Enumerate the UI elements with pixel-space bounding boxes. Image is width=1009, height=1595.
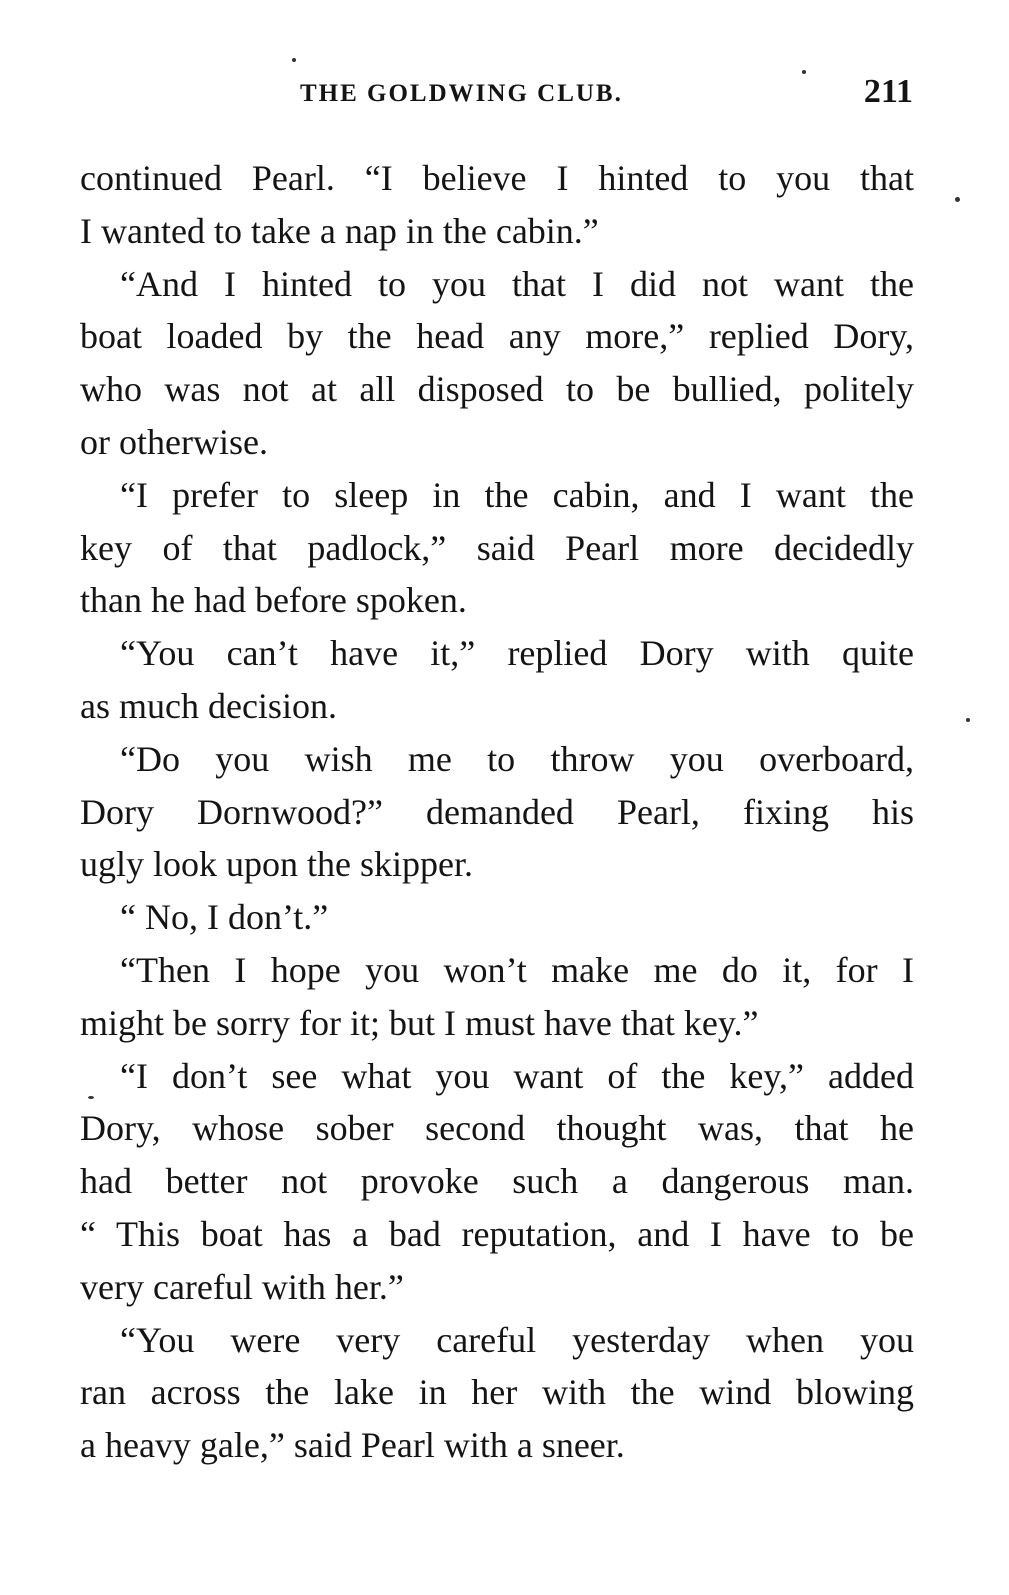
print-speck [292,58,296,62]
text-line: than he had before spoken. [80,580,467,621]
text-line: who was not at all disposed to be bullied, politely [80,369,914,410]
print-speck [966,718,970,722]
print-speck [955,197,960,202]
text-line: as much decision. [80,685,337,726]
body-text [80,152,914,1472]
text-line: Dory, whose sober second thought was, that he [80,1108,914,1149]
text-line: boat loaded by the head any more,” replied Dory, [80,316,914,357]
running-title: THE GOLDWING CLUB. [300,80,623,107]
text-line: or otherwise. [80,421,268,462]
text-line: ran across the lake in her with the wind blowing [80,1372,914,1413]
page-number: 211 [863,73,913,110]
text-line: a heavy gale,” said Pearl with a sneer. [80,1425,625,1466]
text-line: key of that padlock,” said Pearl more decidedly [80,527,914,568]
text-line: “I prefer to sleep in the cabin, and I want the [120,474,914,515]
text-line: “Do you wish me to throw you overboard, [120,738,914,779]
text-line: very careful with her.” [80,1266,404,1307]
text-line: I wanted to take a nap in the cabin.” [80,210,599,251]
text-line: continued Pearl. “I believe I hinted to you that [80,158,914,198]
print-speck [802,70,806,74]
text-line: “You can’t have it,” replied Dory with quite [120,633,914,674]
print-speck [88,1096,94,1099]
text-line: “I don’t see what you want of the key,” added [120,1055,914,1096]
text-line: ugly look upon the skipper. [80,844,473,885]
text-line: Dory Dornwood?” demanded Pearl, fixing his [80,791,914,832]
text-line: had better not provoke such a dangerous man. [80,1161,914,1202]
text-line: “You were very careful yesterday when you [120,1319,914,1360]
text-line: “And I hinted to you that I did not want the [120,263,914,304]
text-line: might be sorry for it; but I must have that key.” [80,1002,759,1043]
text-line: “ No, I don’t.” [120,897,329,938]
text-line: “Then I hope you won’t make me do it, for I [120,949,914,990]
text-line: “ This boat has a bad reputation, and I have to be [80,1213,914,1254]
